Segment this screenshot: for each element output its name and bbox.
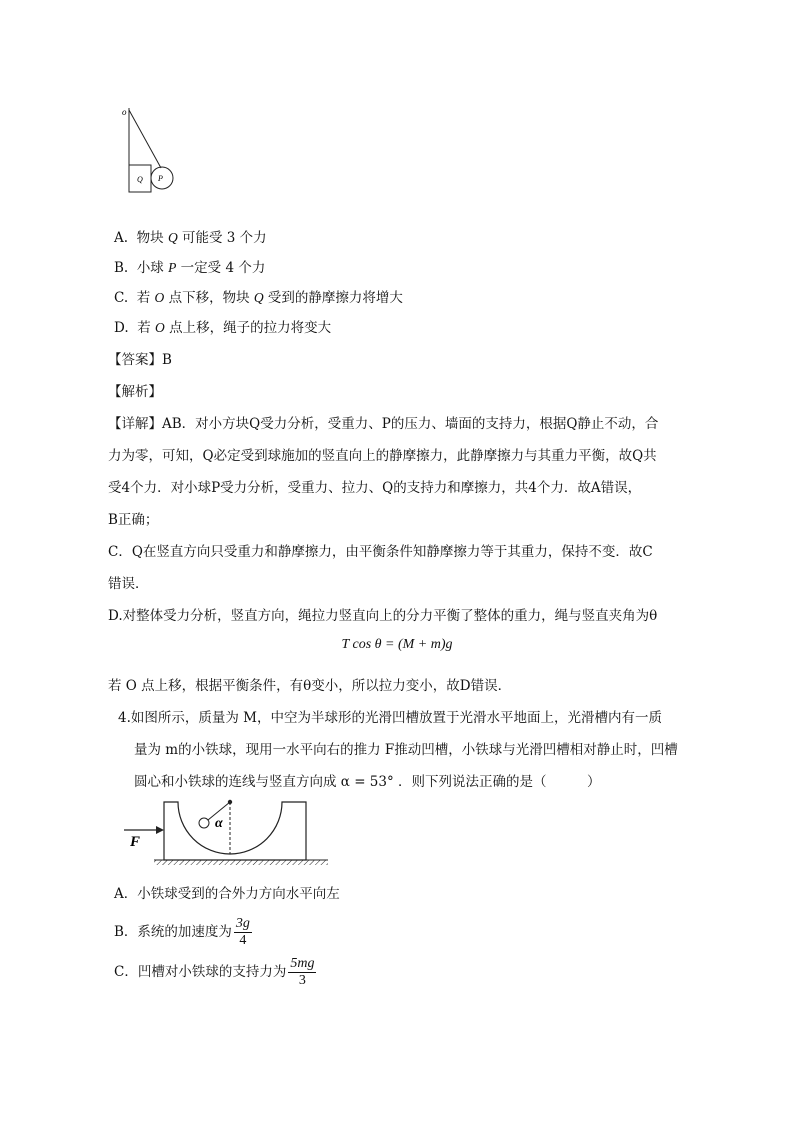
q4-stem-line: 圆心和小铁球的连线与竖直方向成 α = 53° ．则下列说法正确的是（ ） xyxy=(134,774,601,790)
q3-option-a: A. 物块 Q 可能受 3 个力 xyxy=(114,230,267,246)
q3-analysis-line: 错误． xyxy=(108,576,149,592)
label-p: P xyxy=(158,174,163,183)
q3-option-d: D. 若 O 点上移，绳子的拉力将变大 xyxy=(114,320,332,336)
force-label: F xyxy=(130,834,141,850)
figure-groove-ball xyxy=(118,796,338,870)
fraction-c: $\frac{5mg}{3}$ xyxy=(290,956,315,988)
groove-center xyxy=(228,800,232,804)
q3-analysis-line: 【详解】AB．对小方块Q受力分析，受重力、P的压力、墙面的支持力，根据Q静止不动，合 xyxy=(108,416,659,432)
q3-option-b: B. 小球 P 一定受 4 个力 xyxy=(114,260,266,276)
q3-analysis-line: D.对整体受力分析，竖直方向，绳拉力竖直向上的分力平衡了整体的重力，绳与竖直夹角为θ xyxy=(108,608,658,624)
fraction-b: $\frac{3g}{4}$ xyxy=(235,916,250,948)
groove-body xyxy=(164,802,306,860)
q3-analysis-line: B正确； xyxy=(108,512,159,528)
q4-option-c: C．凹槽对小铁球的支持力为 $\frac{5mg}{3}$ xyxy=(114,956,315,988)
q3-analysis-line: 受4个力．对小球P受力分析，受重力、拉力、Q的支持力和摩擦力，共4个力．故A错误， xyxy=(108,480,642,496)
figure-wall-block-ball xyxy=(115,100,185,200)
alpha-label: α xyxy=(215,816,223,831)
q3-formula: T cos θ = (M + m)g xyxy=(341,637,453,652)
q4-option-a: A．小铁球受到的合外力方向水平向左 xyxy=(114,886,340,902)
q3-analysis-title: 【解析】 xyxy=(108,384,162,400)
force-arrow-head xyxy=(156,826,164,834)
q3-conclusion: 若 O 点上移，根据平衡条件，有θ变小，所以拉力变小，故D错误． xyxy=(108,678,512,694)
label-o: o xyxy=(122,107,127,117)
q4-option-b: B．系统的加速度为 $\frac{3g}{4}$ xyxy=(114,916,250,948)
iron-ball xyxy=(199,818,209,828)
q4-stem-line: 量为 m的小铁球，现用一水平向右的推力 F推动凹槽，小铁球与光滑凹槽相对静止时，凹槽 xyxy=(134,742,678,758)
q3-answer: 【答案】B xyxy=(108,352,172,368)
q4-stem-line: 4.如图所示，质量为 M，中空为半球形的光滑凹槽放置于光滑水平地面上，光滑槽内有一质 xyxy=(118,710,662,726)
rope-line xyxy=(129,110,161,168)
ground-hatch xyxy=(154,860,328,865)
q3-analysis-line: C．Q在竖直方向只受重力和静摩擦力，由平衡条件知静摩擦力等于其重力，保持不变．故C xyxy=(108,544,653,560)
q3-option-c: C. 若 O 点下移，物块 Q 受到的静摩擦力将增大 xyxy=(114,290,403,306)
label-q: Q xyxy=(137,175,143,184)
q3-analysis-line: 力为零，可知，Q必定受到球施加的竖直向上的静摩擦力，此静摩擦力与其重力平衡，故Q共 xyxy=(108,448,657,464)
